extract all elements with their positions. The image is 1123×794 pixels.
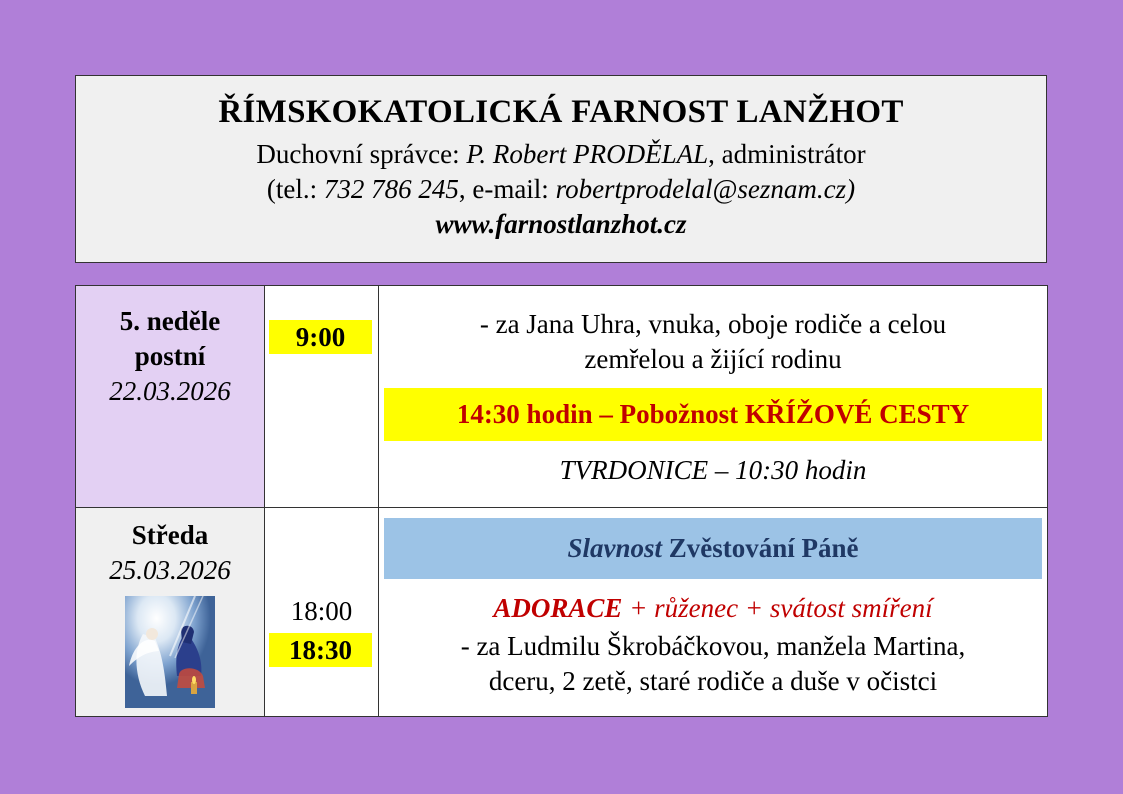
- tel-label: (tel.:: [266, 174, 324, 204]
- adoration-label: ADORACE: [493, 593, 623, 623]
- parish-title: ŘÍMSKOKATOLICKÁ FARNOST LANŽHOT: [218, 94, 904, 130]
- day-cell: [76, 508, 265, 717]
- intention-cell: [379, 286, 1048, 508]
- email-label: , e-mail:: [458, 174, 556, 204]
- phone-number: 732 786 245: [323, 174, 459, 204]
- annunciation-painting-icon: [125, 596, 215, 708]
- email-address[interactable]: robertprodelal@seznam.cz): [555, 174, 856, 204]
- time-cell: [265, 508, 379, 717]
- intention-cell: [379, 508, 1048, 717]
- parish-header: [75, 75, 1047, 263]
- intention-line: zemřelou a žijící rodinu: [584, 344, 842, 374]
- intention-line: - za Jana Uhra, vnuka, oboje rodiče a celou: [479, 309, 947, 339]
- adoration-line: [379, 591, 1047, 626]
- mass-time-highlight: 18:30: [269, 633, 372, 667]
- day-cell: [76, 286, 265, 508]
- adoration-details: + růženec + svátost smíření: [622, 593, 933, 623]
- mass-intention: [379, 307, 1047, 377]
- priest-line: [76, 137, 1046, 172]
- priest-role: , administrátor: [708, 139, 866, 169]
- day-label: [76, 518, 264, 588]
- intention-line: - za Ludmilu Škrobáčkovou, manžela Martina,: [460, 631, 966, 661]
- priest-label: Duchovní správce:: [256, 139, 467, 169]
- day-name: Středa: [131, 520, 209, 550]
- feast-rank: Slavnost: [567, 533, 662, 563]
- tvrdonice-note: TVRDONICE – 10:30 hodin: [559, 455, 867, 485]
- mass-schedule-table: [75, 285, 1048, 717]
- annunciation-painting-image: [125, 596, 215, 708]
- schedule-row: [76, 286, 1048, 508]
- day-date: 25.03.2026: [109, 555, 231, 585]
- schedule-row: [76, 508, 1048, 717]
- mass-intention: [379, 629, 1047, 699]
- adoration-time: 18:00: [290, 596, 353, 626]
- day-name-cont: postní: [134, 341, 206, 371]
- intention-line: dceru, 2 zetě, staré rodiče a duše v očistci: [488, 666, 938, 696]
- feast-name: Zvěstování Páně: [662, 533, 859, 563]
- stations-of-cross-banner: 14:30 hodin – Pobožnost KŘÍŽOVÉ CESTY: [384, 388, 1042, 441]
- contact-line: [76, 172, 1046, 207]
- time-cell: [265, 286, 379, 508]
- website-link[interactable]: www.farnostlanzhot.cz: [435, 209, 687, 239]
- feast-banner: [384, 518, 1042, 579]
- mass-time-highlight: 9:00: [269, 320, 372, 354]
- day-label: [76, 304, 264, 409]
- day-name: 5. neděle: [119, 306, 221, 336]
- priest-name: P. Robert PRODĚLAL: [466, 139, 709, 169]
- day-date: 22.03.2026: [109, 376, 231, 406]
